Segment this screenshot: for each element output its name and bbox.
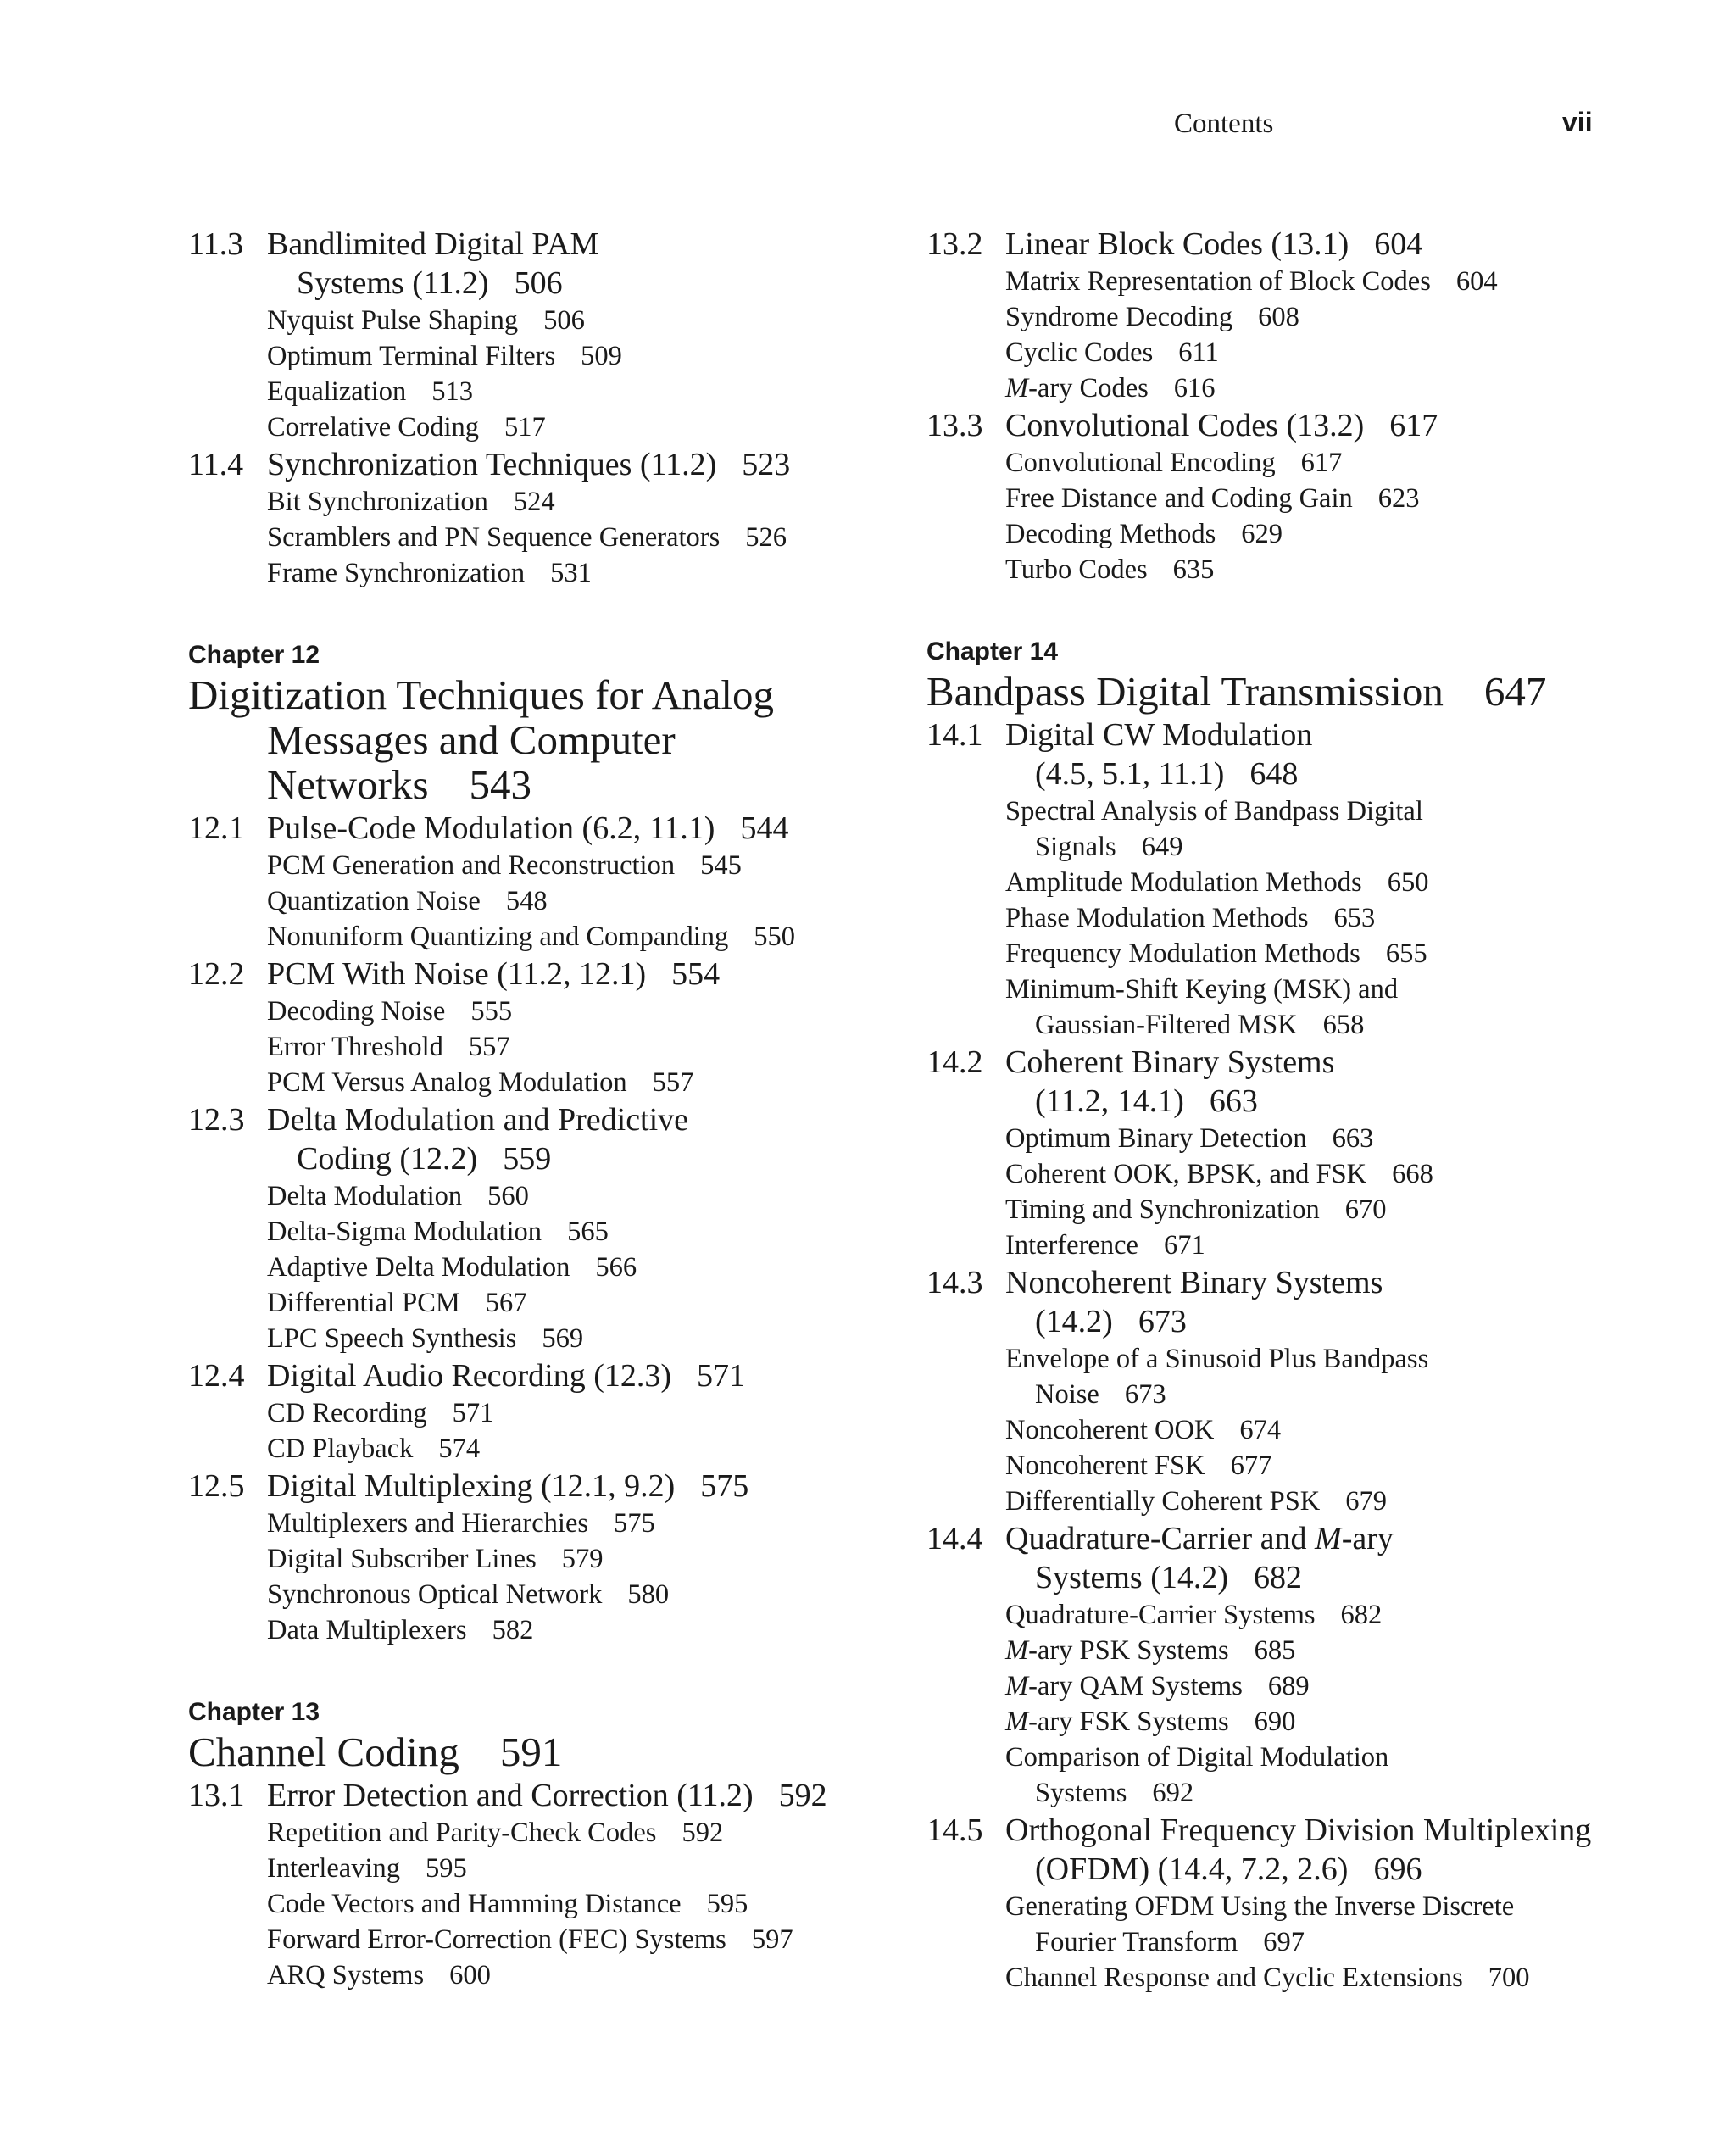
subsection-entry bbox=[926, 1889, 1672, 1960]
page-ref: 592 bbox=[778, 1778, 827, 1813]
subsection-title: Repetition and Parity-Check Codes bbox=[267, 1818, 657, 1848]
section-entry bbox=[926, 1263, 1672, 1341]
page-ref: 557 bbox=[468, 1032, 510, 1062]
subsection-entry bbox=[188, 1506, 934, 1541]
subsection-entry bbox=[188, 1922, 934, 1957]
section-title-continued bbox=[267, 264, 934, 303]
subsection-entry bbox=[926, 370, 1672, 406]
subsection-entry bbox=[926, 1597, 1672, 1633]
section-title-line: (OFDM) (14.4, 7.2, 2.6) bbox=[1035, 1851, 1349, 1887]
page-ref: 611 bbox=[1178, 337, 1219, 368]
subsection-title: Comparison of Digital Modulation bbox=[1005, 1742, 1389, 1773]
toc-left-column bbox=[188, 225, 934, 1993]
subsection-title: -ary FSK Systems bbox=[1028, 1706, 1229, 1737]
page-ref: 635 bbox=[1172, 554, 1215, 585]
page-ref: 658 bbox=[1322, 1010, 1365, 1040]
page-ref: 617 bbox=[1389, 408, 1438, 443]
subsection-title: CD Playback bbox=[267, 1434, 414, 1464]
subsection-entry bbox=[188, 1178, 934, 1214]
section-title bbox=[267, 1356, 934, 1395]
page-ref: 592 bbox=[682, 1818, 724, 1848]
section-title bbox=[1005, 715, 1672, 793]
section-title-continued bbox=[1005, 1082, 1672, 1121]
subsection-title: CD Recording bbox=[267, 1398, 427, 1428]
subsection-entry bbox=[188, 1612, 934, 1648]
page-ref: 567 bbox=[485, 1288, 527, 1318]
subsection-title: Decoding Noise bbox=[267, 996, 446, 1027]
section-entry bbox=[188, 809, 934, 848]
page-ref: 559 bbox=[503, 1141, 552, 1177]
section-title bbox=[267, 225, 934, 303]
section-title bbox=[1005, 1263, 1672, 1341]
page-ref: 674 bbox=[1239, 1415, 1282, 1445]
subsection-entry bbox=[926, 1341, 1672, 1412]
section-number: 14.5 bbox=[926, 1812, 983, 1848]
subsection-entry bbox=[926, 972, 1672, 1043]
subsection-entry bbox=[188, 1250, 934, 1285]
page-ref: 650 bbox=[1387, 867, 1429, 898]
subsection-title: Delta Modulation bbox=[267, 1181, 463, 1211]
section-title-line: Synchronization Techniques (11.2) bbox=[267, 447, 717, 482]
subsection-entry bbox=[188, 303, 934, 338]
subsection-entry bbox=[926, 1156, 1672, 1192]
section-title bbox=[267, 1100, 934, 1178]
subsection-title: Quantization Noise bbox=[267, 886, 481, 916]
subsection-entry bbox=[188, 1886, 934, 1922]
section-entry bbox=[188, 445, 934, 484]
page-ref: 608 bbox=[1258, 302, 1299, 332]
page-ref: 555 bbox=[470, 996, 513, 1027]
section-entry bbox=[188, 1356, 934, 1395]
section-title-line: Linear Block Codes (13.1) bbox=[1005, 226, 1349, 262]
chapter-title-line: Channel Coding bbox=[188, 1729, 459, 1775]
page-ref: 545 bbox=[700, 850, 742, 881]
section-entry bbox=[926, 715, 1672, 793]
section-number: 12.5 bbox=[188, 1468, 245, 1504]
section-title bbox=[267, 1467, 934, 1506]
subsection-title: Systems bbox=[1035, 1778, 1127, 1808]
section-title-line: Convolutional Codes (13.2) bbox=[1005, 408, 1365, 443]
subsection-title: Generating OFDM Using the Inverse Discrete bbox=[1005, 1891, 1515, 1922]
page-ref: 526 bbox=[745, 522, 787, 553]
section-title bbox=[1005, 1519, 1672, 1597]
subsection-title: PCM Versus Analog Modulation bbox=[267, 1067, 627, 1098]
section-title-line: Coherent Binary Systems bbox=[1005, 1044, 1335, 1080]
section-title-line: Digital CW Modulation bbox=[1005, 717, 1313, 753]
subsection-title: Correlative Coding bbox=[267, 412, 480, 443]
subsection-title: Multiplexers and Hierarchies bbox=[267, 1508, 589, 1539]
section-title-line: (4.5, 5.1, 11.1) bbox=[1035, 756, 1225, 792]
subsection-title: Noncoherent FSK bbox=[1005, 1450, 1205, 1481]
section-number: 14.4 bbox=[926, 1521, 983, 1556]
page-ref: 696 bbox=[1373, 1851, 1422, 1887]
page-ref: 509 bbox=[581, 341, 622, 371]
section-title bbox=[1005, 1811, 1672, 1889]
page-ref: 671 bbox=[1163, 1230, 1205, 1261]
subsection-entry bbox=[188, 484, 934, 520]
page-ref: 617 bbox=[1300, 448, 1343, 478]
section-title-line: Bandlimited Digital PAM bbox=[267, 226, 599, 262]
math-symbol: M bbox=[1005, 1635, 1029, 1666]
subsection-title: Quadrature-Carrier Systems bbox=[1005, 1600, 1316, 1630]
page-ref: 655 bbox=[1385, 938, 1427, 969]
page-ref: 543 bbox=[469, 761, 532, 808]
subsection-entry bbox=[188, 1395, 934, 1431]
page-ref: 685 bbox=[1254, 1635, 1296, 1666]
page-ref: 582 bbox=[492, 1615, 534, 1645]
page-ref: 648 bbox=[1249, 756, 1299, 792]
section-number: 13.3 bbox=[926, 408, 983, 443]
subsection-title: -ary PSK Systems bbox=[1028, 1635, 1229, 1666]
subsection-entry bbox=[188, 1431, 934, 1467]
subsection-entry bbox=[188, 520, 934, 555]
toc-right-column bbox=[926, 225, 1672, 1996]
page-ref: 677 bbox=[1230, 1450, 1272, 1481]
subsection-title: Error Threshold bbox=[267, 1032, 443, 1062]
page-ref: 595 bbox=[426, 1853, 467, 1884]
section-title-line: Error Detection and Correction (11.2) bbox=[267, 1778, 754, 1813]
section-entry bbox=[188, 1776, 934, 1815]
page-ref: 531 bbox=[550, 558, 592, 588]
chapter-label: Chapter 13 bbox=[188, 1698, 320, 1726]
section-title-part: Quadrature-Carrier and bbox=[1005, 1521, 1316, 1556]
section-title-line: Coding (12.2) bbox=[297, 1141, 478, 1177]
subsection-title: LPC Speech Synthesis bbox=[267, 1323, 517, 1354]
page-ref: 604 bbox=[1455, 266, 1498, 297]
section-number: 11.3 bbox=[188, 226, 244, 262]
subsection-entry bbox=[188, 1815, 934, 1851]
section-number: 12.1 bbox=[188, 810, 245, 846]
page-ref: 569 bbox=[542, 1323, 584, 1354]
page-ref: 575 bbox=[700, 1468, 749, 1504]
subsection-entry bbox=[188, 1321, 934, 1356]
subsection-entry bbox=[926, 481, 1672, 516]
section-number: 12.2 bbox=[188, 956, 245, 992]
subsection-title: Amplitude Modulation Methods bbox=[1005, 867, 1362, 898]
subsection-title: Data Multiplexers bbox=[267, 1615, 467, 1645]
subsection-title: Noncoherent OOK bbox=[1005, 1415, 1215, 1445]
subsection-title: Frequency Modulation Methods bbox=[1005, 938, 1360, 969]
subsection-title: PCM Generation and Reconstruction bbox=[267, 850, 676, 881]
page-ref: 560 bbox=[487, 1181, 529, 1211]
subsection-title: Scramblers and PN Sequence Generators bbox=[267, 522, 721, 553]
subsection-entry bbox=[188, 919, 934, 955]
section-title bbox=[267, 955, 934, 994]
subsection-entry bbox=[188, 848, 934, 883]
subsection-title: Equalization bbox=[267, 376, 407, 407]
subsection-entry bbox=[926, 1668, 1672, 1704]
page-ref: 580 bbox=[627, 1579, 670, 1610]
page-ref: 517 bbox=[504, 412, 546, 443]
subsection-entry bbox=[188, 1065, 934, 1100]
subsection-entry bbox=[926, 552, 1672, 587]
subsection-title: Decoding Methods bbox=[1005, 519, 1216, 549]
section-entry bbox=[188, 955, 934, 994]
chapter-label: Chapter 12 bbox=[188, 641, 320, 669]
subsection-title: Differential PCM bbox=[267, 1288, 460, 1318]
section-entry bbox=[188, 1467, 934, 1506]
section-number: 12.3 bbox=[188, 1102, 245, 1138]
page-ref: 690 bbox=[1254, 1706, 1296, 1737]
section-number: 13.2 bbox=[926, 226, 983, 262]
subsection-title: Synchronous Optical Network bbox=[267, 1579, 603, 1610]
section-title-continued bbox=[1005, 1558, 1672, 1597]
section-title bbox=[267, 445, 934, 484]
section-number: 13.1 bbox=[188, 1778, 245, 1813]
page-ref: 595 bbox=[706, 1889, 748, 1919]
chapter-title-line: Networks bbox=[267, 761, 429, 808]
chapter-title bbox=[188, 672, 934, 807]
subsection-title-continued bbox=[1005, 1775, 1672, 1811]
subsection-entry bbox=[188, 1957, 934, 1993]
subsection-title: Interference bbox=[1005, 1230, 1138, 1261]
subsection-entry bbox=[188, 1541, 934, 1577]
section-title-line: Noncoherent Binary Systems bbox=[1005, 1265, 1383, 1300]
subsection-title: Optimum Terminal Filters bbox=[267, 341, 556, 371]
page-ref: 513 bbox=[431, 376, 473, 407]
subsection-title: Nyquist Pulse Shaping bbox=[267, 305, 519, 336]
page-ref: 524 bbox=[513, 487, 555, 517]
section-entry bbox=[926, 1811, 1672, 1889]
page-ref: 604 bbox=[1374, 226, 1423, 262]
subsection-title: Interleaving bbox=[267, 1853, 401, 1884]
page-ref: 668 bbox=[1392, 1159, 1433, 1189]
subsection-title: Timing and Synchronization bbox=[1005, 1194, 1320, 1225]
chapter-label: Chapter 14 bbox=[926, 637, 1059, 665]
subsection-entry bbox=[926, 335, 1672, 370]
subsection-entry bbox=[188, 374, 934, 409]
chapter-title-line: Messages and Computer bbox=[267, 716, 676, 763]
page-ref: 673 bbox=[1124, 1379, 1166, 1410]
subsection-title: Frame Synchronization bbox=[267, 558, 526, 588]
section-title-continued bbox=[267, 1139, 934, 1178]
subsection-title-continued bbox=[1005, 1377, 1672, 1412]
subsection-title: Bit Synchronization bbox=[267, 487, 488, 517]
subsection-title: -ary Codes bbox=[1028, 373, 1149, 404]
subsection-entry bbox=[926, 1960, 1672, 1996]
section-entry bbox=[926, 406, 1672, 445]
subsection-title: Signals bbox=[1035, 832, 1116, 862]
page-ref: 597 bbox=[751, 1924, 793, 1955]
section-title-continued bbox=[1005, 754, 1672, 793]
chapter-title-continued bbox=[188, 762, 934, 807]
subsection-entry bbox=[926, 445, 1672, 481]
page-ref: 697 bbox=[1263, 1927, 1305, 1957]
subsection-entry bbox=[188, 994, 934, 1029]
page-ref: 692 bbox=[1152, 1778, 1194, 1808]
math-symbol: M bbox=[1005, 1706, 1029, 1737]
page-ref: 571 bbox=[452, 1398, 494, 1428]
page-ref: 670 bbox=[1344, 1194, 1387, 1225]
subsection-title: -ary QAM Systems bbox=[1028, 1671, 1243, 1701]
page-ref: 700 bbox=[1488, 1962, 1530, 1993]
page-ref: 506 bbox=[514, 265, 563, 301]
section-title bbox=[1005, 406, 1672, 445]
page-ref: 653 bbox=[1333, 903, 1376, 933]
math-symbol: M bbox=[1005, 373, 1029, 404]
subsection-entry bbox=[188, 883, 934, 919]
page-ref: 544 bbox=[740, 810, 789, 846]
subsection-title: Digital Subscriber Lines bbox=[267, 1544, 537, 1574]
subsection-entry bbox=[926, 900, 1672, 936]
section-entry bbox=[188, 225, 934, 303]
page-ref: 579 bbox=[561, 1544, 604, 1574]
section-entry bbox=[188, 1100, 934, 1178]
subsection-entry bbox=[926, 1704, 1672, 1740]
section-title-line: Pulse-Code Modulation (6.2, 11.1) bbox=[267, 810, 715, 846]
section-title-line: (14.2) bbox=[1035, 1304, 1113, 1339]
subsection-entry bbox=[926, 865, 1672, 900]
subsection-title: Forward Error-Correction (FEC) Systems bbox=[267, 1924, 726, 1955]
running-head: Contents bbox=[1174, 109, 1274, 139]
subsection-entry bbox=[188, 1577, 934, 1612]
subsection-title: Optimum Binary Detection bbox=[1005, 1123, 1307, 1154]
subsection-title: Cyclic Codes bbox=[1005, 337, 1154, 368]
subsection-entry bbox=[926, 516, 1672, 552]
subsection-title-continued bbox=[1005, 1924, 1672, 1960]
page-ref: 557 bbox=[652, 1067, 694, 1098]
subsection-title: Free Distance and Coding Gain bbox=[1005, 483, 1353, 514]
subsection-title: Envelope of a Sinusoid Plus Bandpass bbox=[1005, 1344, 1429, 1374]
section-title-line: PCM With Noise (11.2, 12.1) bbox=[267, 956, 647, 992]
section-title bbox=[1005, 225, 1672, 264]
subsection-entry bbox=[188, 1214, 934, 1250]
page-ref: 591 bbox=[499, 1729, 563, 1775]
page-ref: 682 bbox=[1340, 1600, 1383, 1630]
subsection-entry bbox=[926, 936, 1672, 972]
subsection-entry bbox=[188, 555, 934, 591]
section-title-continued bbox=[1005, 1302, 1672, 1341]
subsection-title-continued bbox=[1005, 1007, 1672, 1043]
subsection-title: Syndrome Decoding bbox=[1005, 302, 1233, 332]
page-ref: 566 bbox=[595, 1252, 637, 1283]
page-ref: 623 bbox=[1377, 483, 1420, 514]
section-entry bbox=[926, 1519, 1672, 1597]
subsection-entry bbox=[926, 1633, 1672, 1668]
page-ref: 565 bbox=[567, 1216, 609, 1247]
subsection-title: Nonuniform Quantizing and Companding bbox=[267, 921, 729, 952]
section-title-line: Systems (14.2) bbox=[1035, 1560, 1228, 1595]
subsection-title: Convolutional Encoding bbox=[1005, 448, 1276, 478]
subsection-title: Turbo Codes bbox=[1005, 554, 1148, 585]
section-number: 12.4 bbox=[188, 1358, 245, 1394]
page-ref: 571 bbox=[697, 1358, 746, 1394]
section-title-line: Systems (11.2) bbox=[297, 265, 489, 301]
page-ref: 600 bbox=[449, 1960, 491, 1990]
subsection-entry bbox=[188, 338, 934, 374]
subsection-entry bbox=[926, 1192, 1672, 1228]
section-entry bbox=[926, 1043, 1672, 1121]
subsection-entry bbox=[926, 793, 1672, 865]
page-ref: 647 bbox=[1483, 668, 1547, 715]
subsection-title: Differentially Coherent PSK bbox=[1005, 1486, 1321, 1517]
section-title-line: (11.2, 14.1) bbox=[1035, 1083, 1184, 1119]
subsection-title: Noise bbox=[1035, 1379, 1099, 1410]
section-number: 14.1 bbox=[926, 717, 983, 753]
page-ref: 682 bbox=[1254, 1560, 1302, 1595]
section-number: 11.4 bbox=[188, 447, 244, 482]
page-ref: 663 bbox=[1209, 1083, 1258, 1119]
page-ref: 663 bbox=[1332, 1123, 1374, 1154]
subsection-title: Coherent OOK, BPSK, and FSK bbox=[1005, 1159, 1367, 1189]
chapter-title-line: Digitization Techniques for Analog bbox=[188, 671, 775, 718]
subsection-title: Matrix Representation of Block Codes bbox=[1005, 266, 1431, 297]
subsection-entry bbox=[926, 299, 1672, 335]
page-ref: 649 bbox=[1141, 832, 1183, 862]
subsection-title-continued bbox=[1005, 829, 1672, 865]
page-ref: 629 bbox=[1241, 519, 1283, 549]
section-title-line: Digital Multiplexing (12.1, 9.2) bbox=[267, 1468, 676, 1504]
subsection-entry bbox=[926, 1740, 1672, 1811]
subsection-entry bbox=[926, 1412, 1672, 1448]
page-ref: 616 bbox=[1173, 373, 1216, 404]
page-ref: 679 bbox=[1345, 1486, 1388, 1517]
page-ref: 523 bbox=[742, 447, 791, 482]
section-title bbox=[1005, 1043, 1672, 1121]
subsection-entry bbox=[926, 1484, 1672, 1519]
subsection-title: Delta-Sigma Modulation bbox=[267, 1216, 542, 1247]
page-ref: 548 bbox=[505, 886, 548, 916]
subsection-entry bbox=[188, 409, 934, 445]
page-ref: 673 bbox=[1138, 1304, 1187, 1339]
subsection-entry bbox=[926, 264, 1672, 299]
section-number: 14.3 bbox=[926, 1265, 983, 1300]
subsection-title: Phase Modulation Methods bbox=[1005, 903, 1309, 933]
section-title-continued bbox=[1005, 1850, 1672, 1889]
section-title bbox=[267, 1776, 934, 1815]
subsection-title: Code Vectors and Hamming Distance bbox=[267, 1889, 682, 1919]
subsection-title: Adaptive Delta Modulation bbox=[267, 1252, 570, 1283]
chapter-title bbox=[188, 1729, 934, 1774]
subsection-entry bbox=[188, 1851, 934, 1886]
subsection-entry bbox=[926, 1228, 1672, 1263]
section-title-line: Digital Audio Recording (12.3) bbox=[267, 1358, 672, 1394]
section-number: 14.2 bbox=[926, 1044, 983, 1080]
subsection-title: ARQ Systems bbox=[267, 1960, 425, 1990]
page-ref: 689 bbox=[1267, 1671, 1310, 1701]
subsection-title: Spectral Analysis of Bandpass Digital bbox=[1005, 796, 1423, 827]
page-ref: 574 bbox=[438, 1434, 481, 1464]
page-ref: 575 bbox=[614, 1508, 655, 1539]
section-title bbox=[267, 809, 934, 848]
section-title-line bbox=[1005, 1521, 1394, 1556]
page-ref: 506 bbox=[543, 305, 585, 336]
chapter-title bbox=[926, 669, 1672, 714]
page-ref: 550 bbox=[754, 921, 796, 952]
section-title-line: Orthogonal Frequency Division Multiplexing bbox=[1005, 1812, 1592, 1848]
math-symbol: M bbox=[1315, 1521, 1342, 1556]
subsection-entry bbox=[926, 1448, 1672, 1484]
math-symbol: M bbox=[1005, 1671, 1029, 1701]
subsection-title: Fourier Transform bbox=[1035, 1927, 1238, 1957]
chapter-title-line: Bandpass Digital Transmission bbox=[926, 668, 1444, 715]
subsection-entry bbox=[926, 1121, 1672, 1156]
subsection-entry bbox=[188, 1285, 934, 1321]
subsection-entry bbox=[188, 1029, 934, 1065]
page-ref: 554 bbox=[671, 956, 721, 992]
subsection-title: Gaussian-Filtered MSK bbox=[1035, 1010, 1298, 1040]
subsection-title: Channel Response and Cyclic Extensions bbox=[1005, 1962, 1463, 1993]
section-entry bbox=[926, 225, 1672, 264]
subsection-title: Minimum-Shift Keying (MSK) and bbox=[1005, 974, 1399, 1005]
section-title-line: Delta Modulation and Predictive bbox=[267, 1102, 689, 1138]
section-title-part: -ary bbox=[1341, 1521, 1394, 1556]
page-number: vii bbox=[1562, 107, 1593, 137]
